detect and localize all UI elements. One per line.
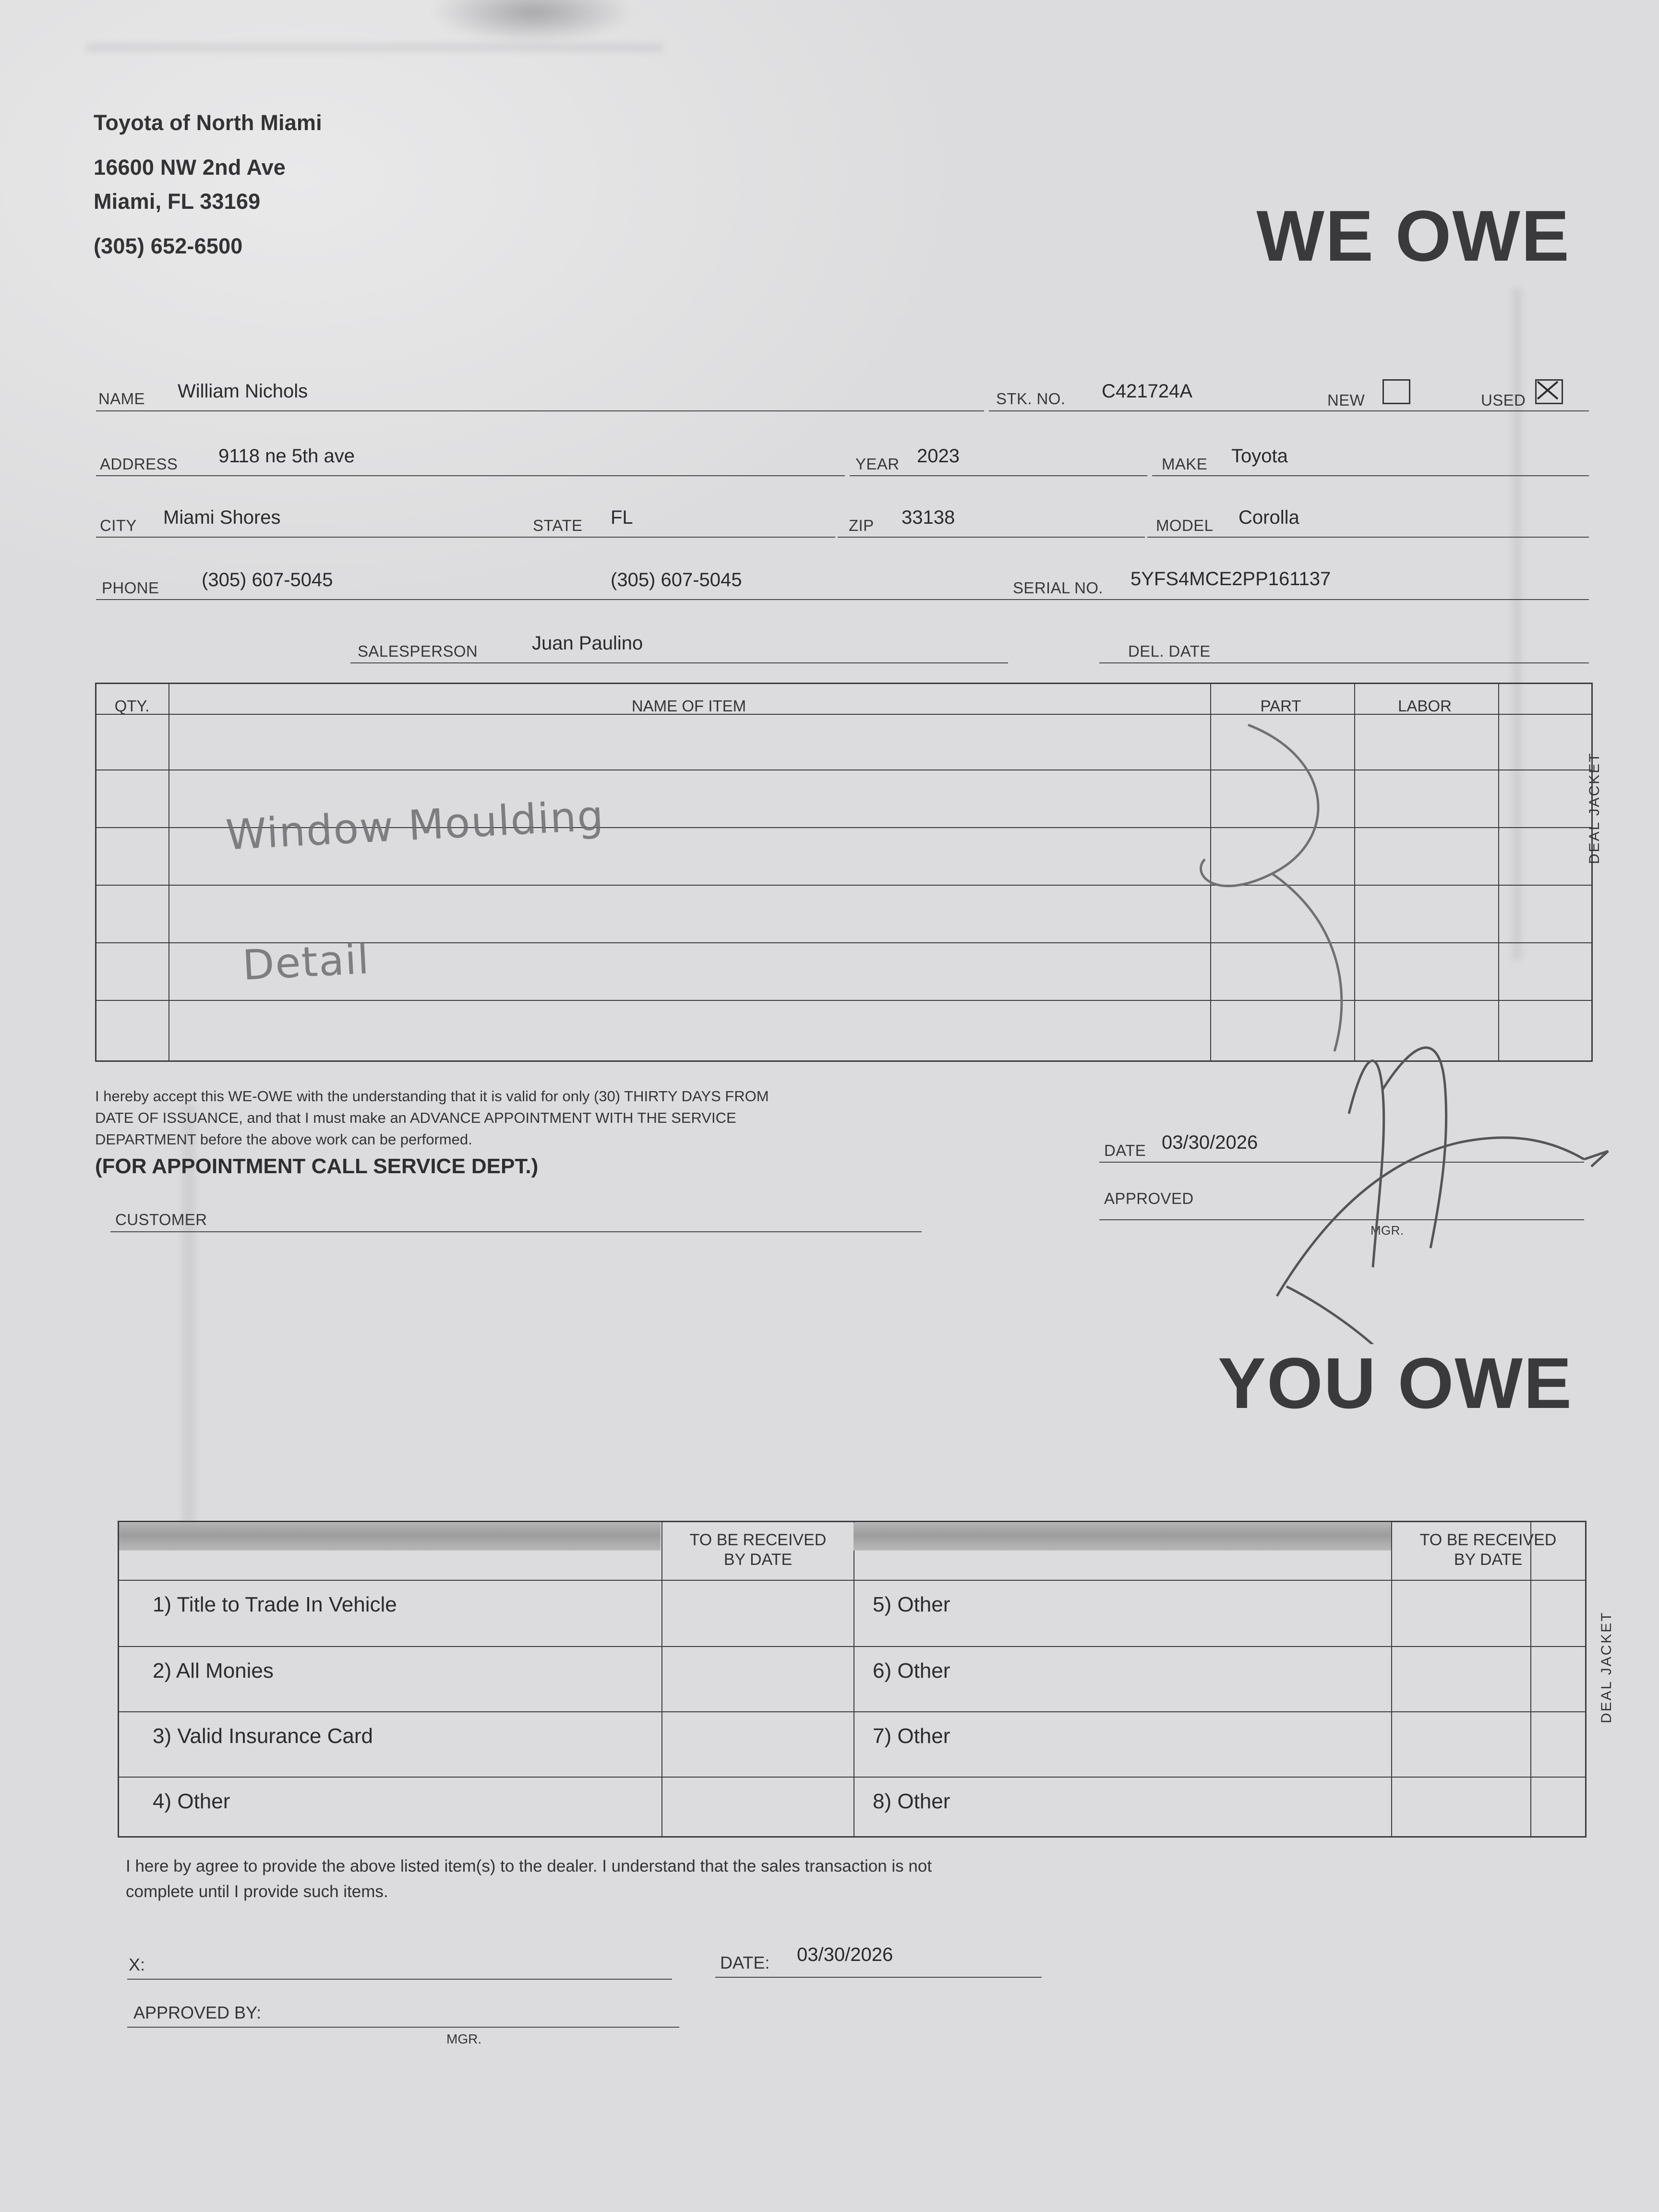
items-header-part: PART (1260, 697, 1301, 715)
row-div-5 (96, 1000, 1591, 1001)
city-rule (96, 537, 528, 538)
salesperson-value: Juan Paulino (532, 633, 643, 654)
zip-rule (838, 537, 1145, 538)
you-owe-signature-label: X: (129, 1955, 145, 1974)
col-div-labor (1354, 684, 1355, 1060)
customer-signature-rule (110, 1231, 922, 1232)
del-date-label: DEL. DATE (1128, 642, 1211, 660)
name-value: William Nichols (178, 381, 308, 402)
make-rule (1152, 475, 1589, 476)
model-rule (1147, 537, 1589, 538)
yo-row-div-header (119, 1580, 1585, 1581)
new-checkbox[interactable] (1382, 379, 1410, 404)
yo-right-item-4: 8) Other (873, 1790, 950, 1813)
items-header-qty: QTY. (114, 697, 150, 715)
year-rule (850, 475, 1147, 476)
items-header-labor: LABOR (1398, 697, 1452, 715)
used-checkbox[interactable] (1535, 379, 1563, 404)
you-owe-mgr-label: MGR. (446, 2032, 482, 2046)
call-service-note: (FOR APPOINTMENT CALL SERVICE DEPT.) (95, 1154, 539, 1178)
handwritten-item-1: Window Moulding (224, 792, 606, 860)
model-value: Corolla (1238, 507, 1299, 528)
col-div-part (1210, 684, 1211, 1060)
you-owe-agreement (126, 1854, 1374, 1904)
phone-label: PHONE (102, 579, 159, 597)
paper-crease-top (86, 43, 662, 52)
customer-signature-label: CUSTOMER (115, 1211, 207, 1228)
stk-value: C421724A (1102, 381, 1193, 402)
make-label: MAKE (1162, 455, 1208, 473)
col-div-jacket (1498, 684, 1499, 1060)
row-div-3 (96, 885, 1591, 886)
phone-rule (96, 599, 1008, 600)
used-label: USED (1481, 391, 1526, 409)
yo-right-item-3: 7) Other (873, 1724, 950, 1748)
you-owe-date-value: 03/30/2026 (797, 1944, 893, 1965)
serial-label: SERIAL NO. (1013, 579, 1103, 597)
legal-line-1: I hereby accept this WE-OWE with the understanding that it is valid for only (30) THIRTY DAYS FROM (95, 1088, 769, 1105)
yo-header-received-right-l1: TO BE RECEIVED (1419, 1531, 1557, 1549)
dealer-phone: (305) 652-6500 (94, 234, 243, 259)
name-rule (96, 410, 984, 411)
you-owe-date-label: DATE: (720, 1953, 770, 1972)
state-rule (528, 537, 835, 538)
dealer-address-1: 16600 NW 2nd Ave (94, 155, 286, 180)
you-owe-approved-label: APPROVED BY: (133, 2003, 262, 2022)
row-div-1 (96, 769, 1591, 770)
name-label: NAME (98, 390, 145, 408)
dealer-block (94, 106, 322, 263)
dealer-name: Toyota of North Miami (94, 110, 322, 135)
x-mark-icon (1537, 381, 1559, 400)
address-rule (96, 475, 845, 476)
col-div-qty (168, 684, 169, 1060)
agreement-line-1: I here by agree to provide the above listed item(s) to the dealer. I understand that the sales transaction is not (126, 1857, 932, 1875)
yo-row-div-2 (119, 1711, 1585, 1712)
yo-header-received-left-l1: TO BE RECEIVED (689, 1531, 827, 1549)
serial-value: 5YFS4MCE2PP161137 (1130, 568, 1331, 589)
zip-value: 33138 (902, 507, 955, 528)
deal-jacket-label-top: DEAL JACKET (1587, 752, 1602, 864)
deal-jacket-label-bottom: DEAL JACKET (1599, 1611, 1614, 1723)
salesperson-label: SALESPERSON (358, 642, 478, 660)
city-value: Miami Shores (163, 507, 281, 528)
paper-shadow (432, 0, 634, 43)
legal-line-3: DEPARTMENT before the above work can be performed. (95, 1130, 472, 1148)
serial-rule (1008, 599, 1589, 600)
dealer-address-2: Miami, FL 33169 (94, 189, 261, 214)
yo-header-received-right-l2: BY DATE (1454, 1550, 1523, 1569)
agreement-line-2: complete until I provide such items. (126, 1882, 388, 1901)
yo-right-item-2: 6) Other (873, 1659, 950, 1683)
city-label: CITY (100, 517, 137, 534)
yo-row-div-3 (119, 1777, 1585, 1778)
you-owe-date-rule (715, 1977, 1042, 1978)
yo-header-shade-left (119, 1523, 661, 1551)
del-date-rule (1099, 662, 1589, 663)
we-owe-approved-label: APPROVED (1104, 1190, 1194, 1207)
yo-header-received-right (1392, 1530, 1584, 1570)
yo-right-item-1: 5) Other (873, 1593, 950, 1616)
legal-line-2: DATE OF ISSUANCE, and that I must make an ADVANCE APPOINTMENT WITH THE SERVICE (95, 1109, 736, 1126)
you-owe-title: YOU OWE (1217, 1343, 1573, 1423)
you-owe-signature-rule (127, 1979, 672, 1980)
zip-label: ZIP (849, 517, 874, 534)
yo-left-item-1: 1) Title to Trade In Vehicle (153, 1593, 397, 1616)
year-label: YEAR (855, 455, 900, 473)
address-label: ADDRESS (100, 455, 178, 473)
phone2-value: (305) 607-5045 (611, 569, 742, 590)
yo-left-item-4: 4) Other (153, 1790, 230, 1813)
we-owe-date-value: 03/30/2026 (1162, 1132, 1258, 1153)
we-owe-title: WE OWE (1256, 195, 1570, 276)
make-value: Toyota (1231, 445, 1288, 467)
we-owe-approved-rule (1099, 1219, 1584, 1220)
address-value: 9118 ne 5th ave (218, 445, 355, 467)
yo-left-item-3: 3) Valid Insurance Card (153, 1724, 373, 1748)
phone-value: (305) 607-5045 (202, 569, 333, 590)
yo-header-received-left (662, 1530, 854, 1570)
we-owe-legal-text (95, 1086, 1055, 1151)
state-label: STATE (533, 517, 583, 534)
yo-left-item-2: 2) All Monies (153, 1659, 274, 1683)
items-header-name: NAME OF ITEM (631, 697, 746, 715)
we-owe-date-label: DATE (1104, 1142, 1146, 1159)
new-label: NEW (1327, 391, 1365, 409)
you-owe-approved-rule (127, 2027, 679, 2028)
stk-label: STK. NO. (996, 390, 1066, 408)
year-value: 2023 (917, 445, 960, 467)
we-owe-mgr-label: MGR. (1370, 1223, 1404, 1238)
we-owe-items-table (95, 683, 1593, 1062)
model-label: MODEL (1156, 517, 1214, 534)
yo-row-div-1 (119, 1646, 1585, 1647)
yo-header-received-left-l2: BY DATE (723, 1550, 793, 1569)
state-value: FL (611, 507, 633, 528)
handwritten-item-2: Detail (241, 935, 371, 990)
salesperson-rule (350, 662, 1008, 663)
we-owe-date-rule (1099, 1162, 1584, 1163)
yo-header-shade-right (854, 1523, 1391, 1551)
stk-rule (989, 410, 1589, 411)
